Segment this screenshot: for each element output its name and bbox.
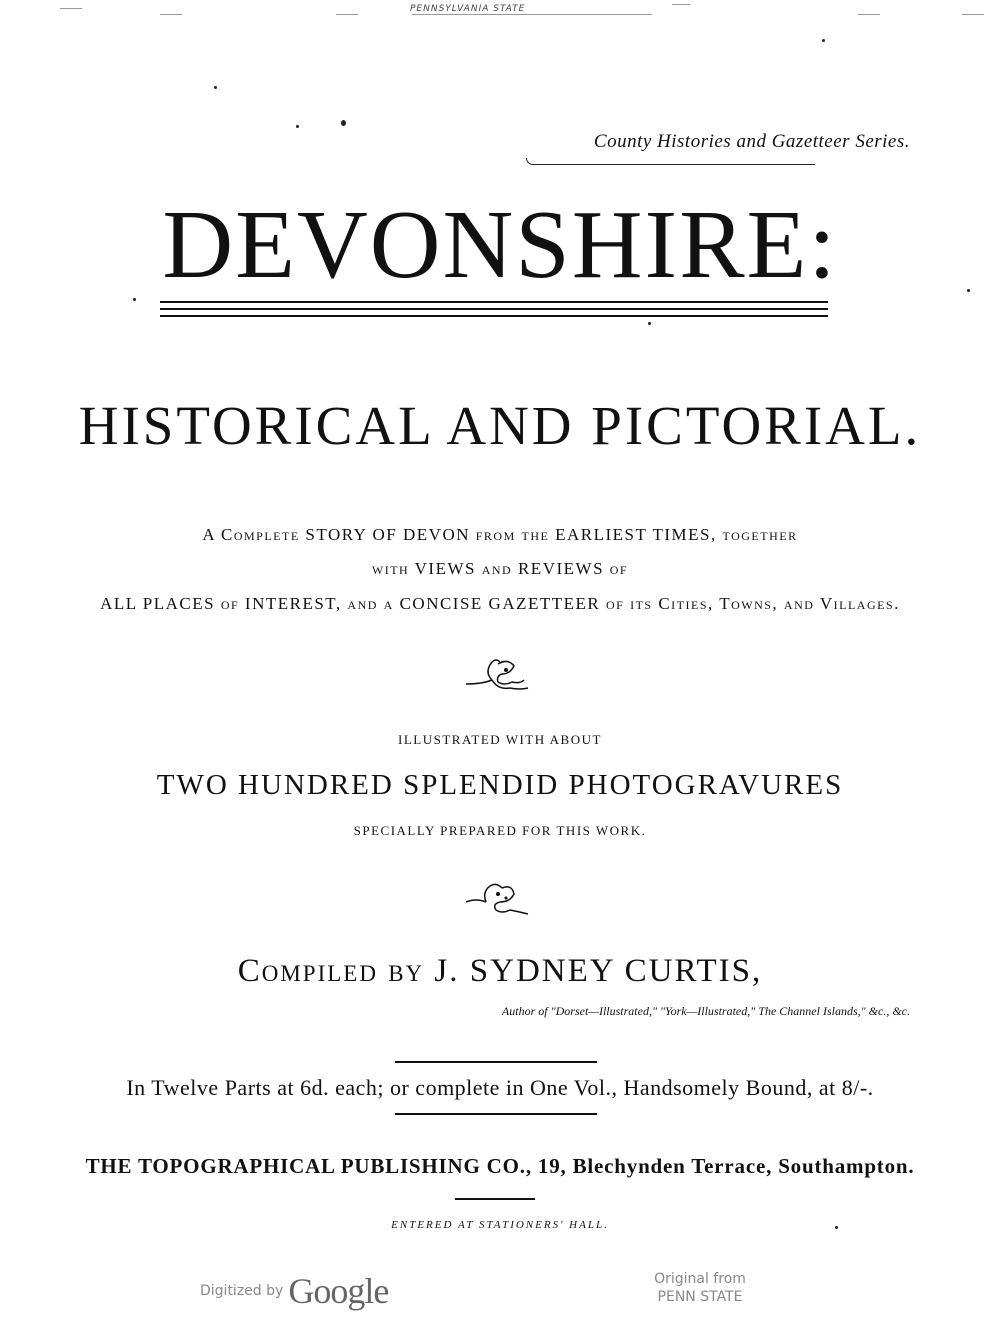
subtitle: HISTORICAL AND PICTORIAL. xyxy=(78,395,922,456)
scan-speck xyxy=(341,120,346,126)
description-line: with VIEWS and REVIEWS of xyxy=(371,559,629,578)
floral-ornament xyxy=(462,878,532,922)
compiled-by: Compiled by J. SYDNEY CURTIS, xyxy=(237,953,763,989)
margin-dash xyxy=(60,8,82,9)
description-line: ALL PLACES of INTEREST, and a CONCISE GAZETTEER of its Cities, Towns, and Villages. xyxy=(100,594,900,613)
specially-prepared-line: SPECIALLY PREPARED FOR THIS WORK. xyxy=(353,823,647,838)
title-rule xyxy=(160,315,828,317)
series-title: County Histories and Gazetteer Series. xyxy=(593,131,910,152)
google-logo: Google xyxy=(288,1271,389,1311)
title-rule xyxy=(160,308,828,310)
scan-speck xyxy=(214,86,217,89)
divider xyxy=(395,1113,597,1115)
original-from: Original from PENN STATE xyxy=(654,1271,746,1305)
scan-speck xyxy=(133,298,136,301)
photogravures-line: TWO HUNDRED SPLENDID PHOTOGRAVURES xyxy=(156,769,844,801)
divider xyxy=(395,1061,597,1063)
digitized-by: Digitized by Google xyxy=(200,1271,389,1311)
margin-dash xyxy=(336,14,358,15)
scan-speck xyxy=(296,125,299,128)
divider xyxy=(455,1198,535,1200)
scan-speck xyxy=(648,322,651,325)
stamp-underline xyxy=(412,14,652,15)
scan-speck xyxy=(967,289,970,292)
margin-dash xyxy=(858,14,880,15)
margin-dash xyxy=(160,14,182,15)
series-bracket xyxy=(526,158,815,165)
main-title: DEVONSHIRE: xyxy=(162,191,838,299)
margin-dash xyxy=(672,4,690,5)
author-note: Author of "Dorset—Illustrated," "York—Illustrated," The Channel Islands," &c., &c. xyxy=(501,1004,910,1018)
entered-at-stationers: ENTERED AT STATIONERS' HALL. xyxy=(391,1219,609,1231)
parts-pricing: In Twelve Parts at 6d. each; or complete in One Vol., Handsomely Bound, at 8/-. xyxy=(126,1075,874,1100)
publisher: THE TOPOGRAPHICAL PUBLISHING CO., 19, Blechynden Terrace, Southampton. xyxy=(85,1154,915,1178)
scan-speck xyxy=(835,1226,838,1229)
library-stamp: PENNSYLVANIA STATE xyxy=(410,4,526,14)
illustrated-line: ILLUSTRATED WITH ABOUT xyxy=(398,732,602,747)
margin-dash xyxy=(962,14,984,15)
description-line: A Complete STORY OF DEVON from the EARLIEST TIMES, together xyxy=(202,525,798,544)
floral-ornament xyxy=(462,654,532,698)
scan-speck xyxy=(822,39,825,42)
title-rule xyxy=(160,301,828,303)
